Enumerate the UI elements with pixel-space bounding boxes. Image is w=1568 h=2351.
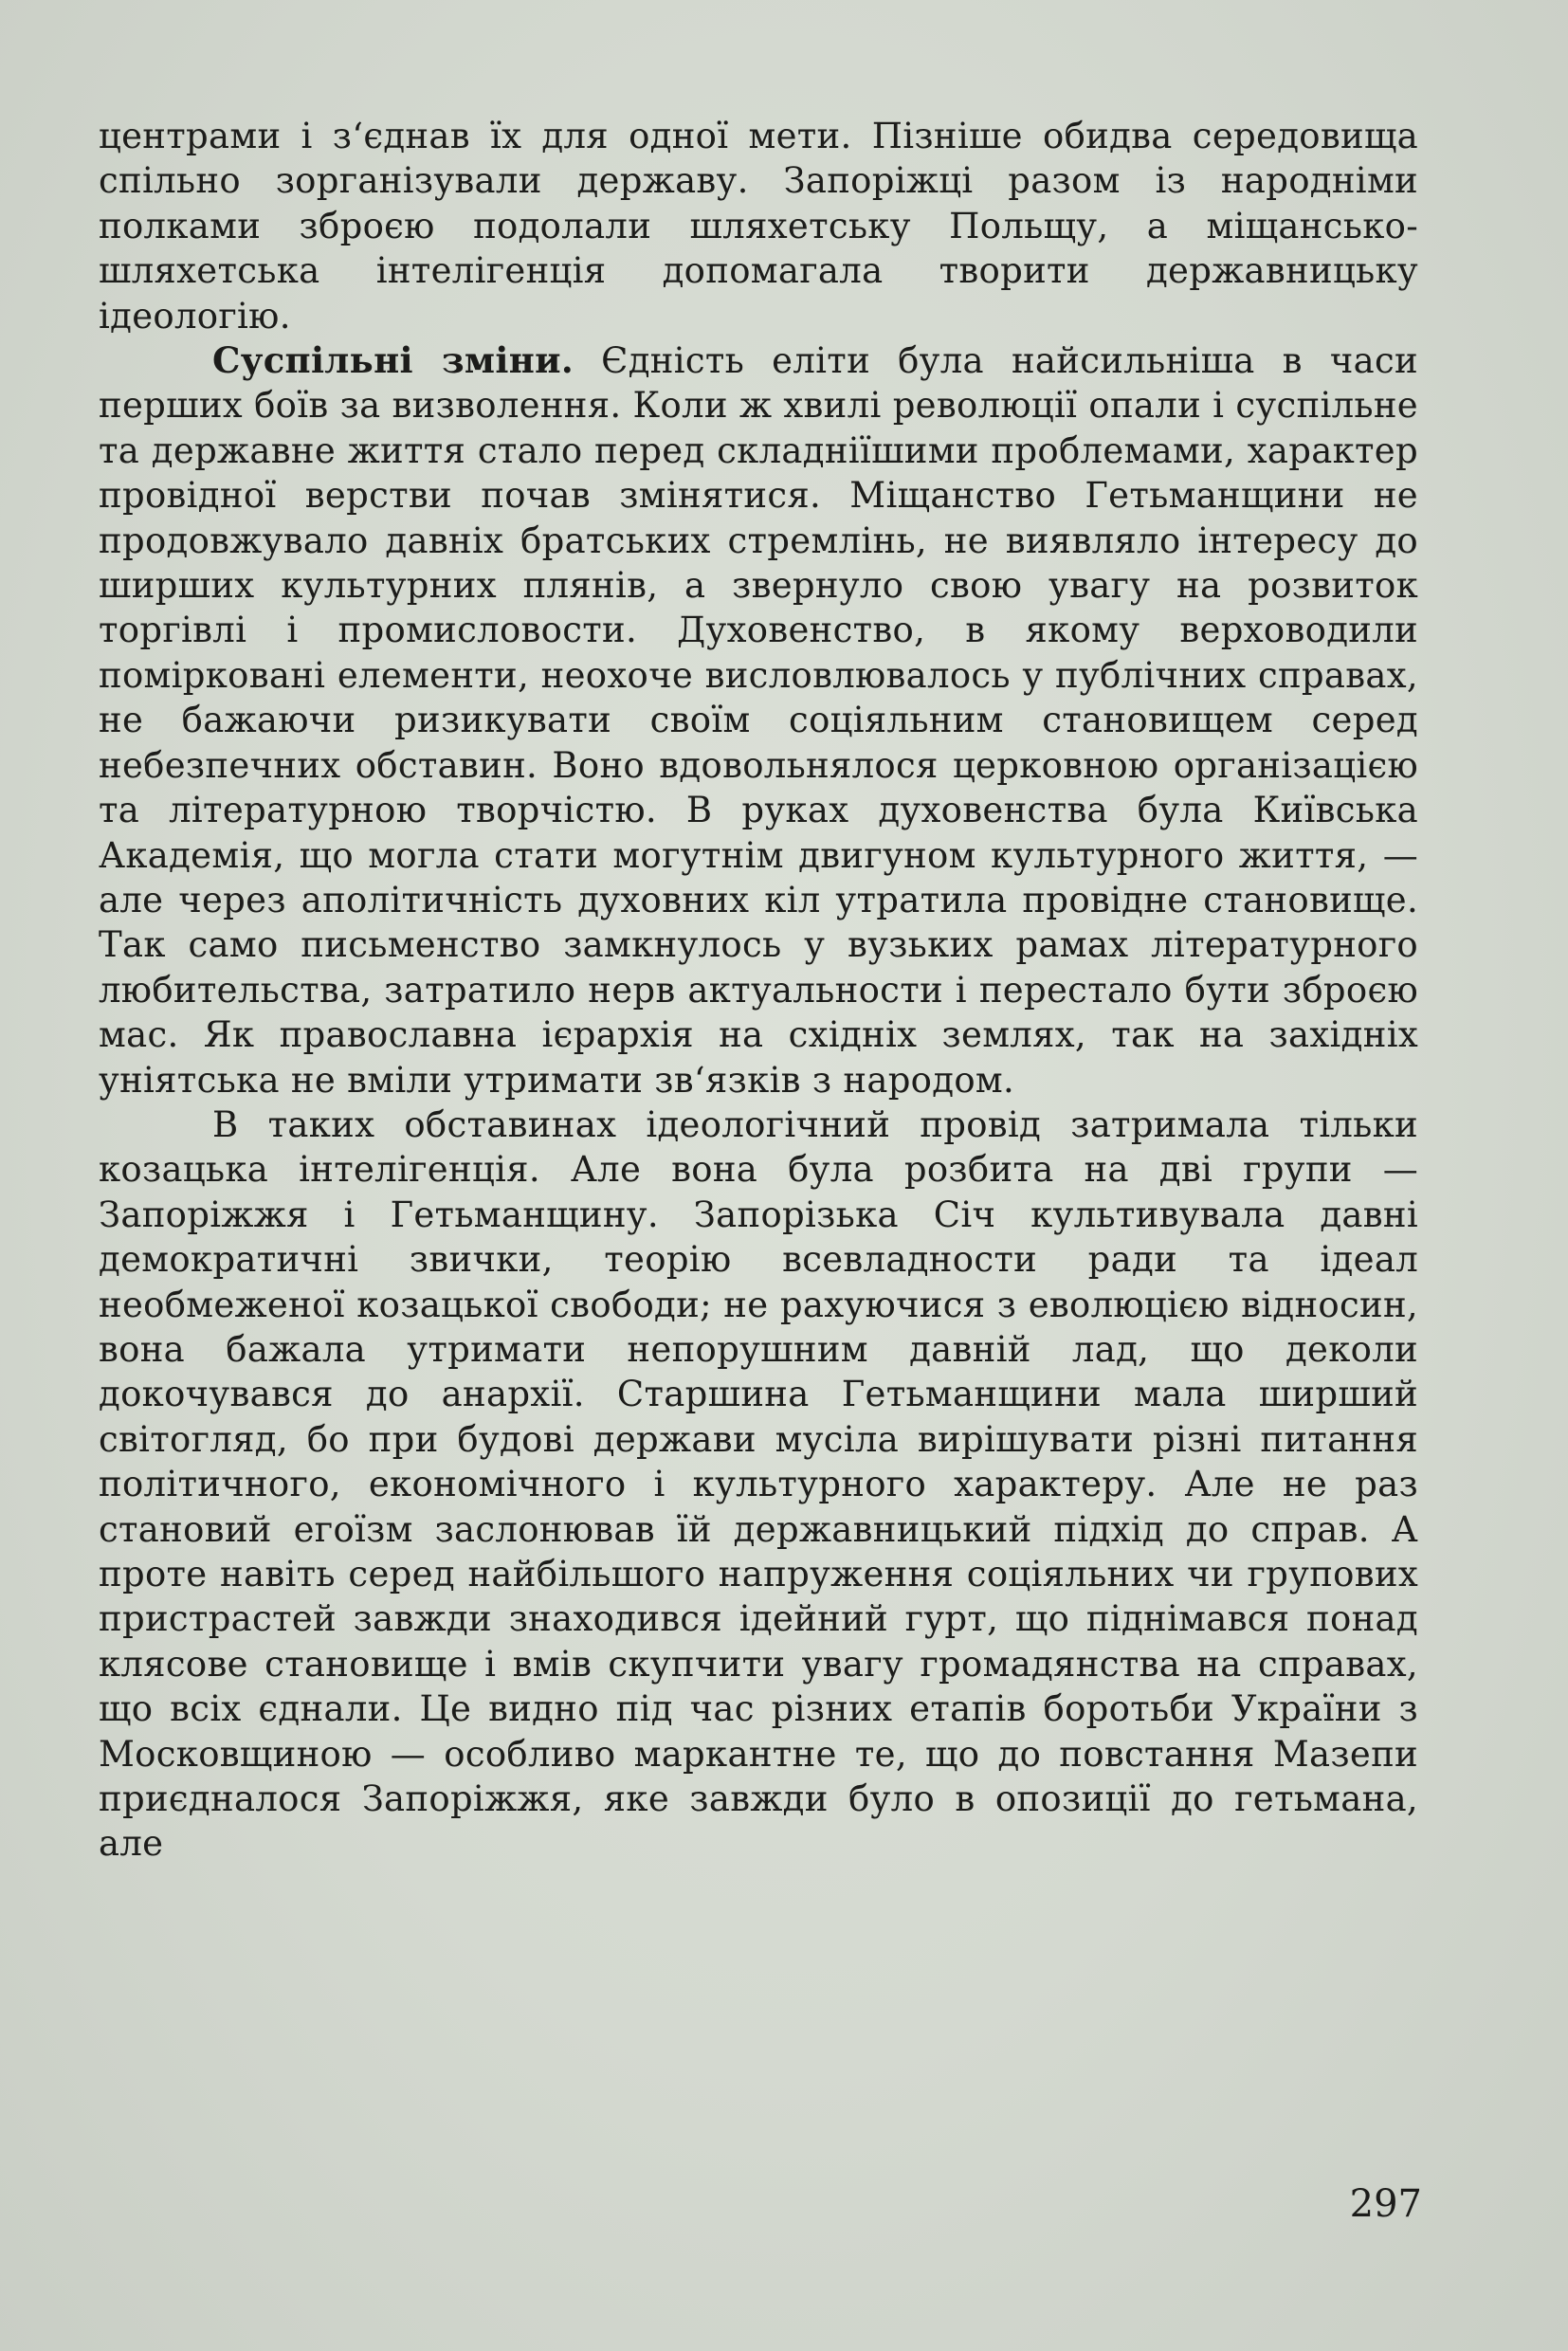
section-heading: Суспільні зміни. bbox=[212, 339, 574, 382]
paragraph-2 bbox=[99, 338, 1418, 1103]
paragraph-3 bbox=[99, 1103, 1418, 1867]
paragraph-1-text: центрами і з‘єднав їх для одної мети. Пізніше обидва середовища спільно зорганізували державу. Запоріжці разом із народніми полками зброєю подолали шляхетську Польщу, а міщансько-шляхетська інтелігенція допомагала творити державницьку ідеологію. bbox=[99, 116, 1418, 337]
page-number: 297 bbox=[1349, 2182, 1422, 2226]
body-text bbox=[99, 114, 1418, 1867]
paragraph-1 bbox=[99, 114, 1418, 338]
paragraph-3-text: В таких обставинах ідеологічний провід затримала тільки козацька інтелігенція. Але вона була розбита на дві групи — Запоріжжя і Гетьманщину. Запорізька Січ культивувала давні демократичні звички, теорію всевладности ради та ідеал необмеженої козацької свободи; не рахуючися з еволюцією відносин, вона бажала утримати непорушним давній лад, що деколи докочувався до анархії. Старшина Гетьманщини мала ширший світогляд, бо при будові держави мусіла вирішувати різні питання політичного, економічного і культурного характеру. Але не раз становий егоїзм заслонював їй державницький підхід до справ. А проте навіть серед найбільшого напруження соціяльних чи групових пристрастей завжди знаходився ідейний гурт, що піднімався понад клясове становище і вмів скупчити увагу громадянства на справах, що всіх єднали. Це видно під час різних етапів боротьби України з Московщиною — особливо маркантне те, що до повстання Мазепи приєдналося Запоріжжя, яке завжди було в опозиції до гетьмана, але bbox=[99, 1103, 1418, 1865]
paragraph-2-text: Єдність еліти була найсильніша в часи перших боїв за визволення. Коли ж хвилі революції опали і суспільне та державне життя стало перед складніїшими проблемами, характер провідної верстви почав змінятися. Міщанство Гетьманщини не продовжувало давніх братських стремлінь, не виявляло інтересу до ширших культурних плянів, а звернуло свою увагу на розвиток торгівлі і промисловости. Духовенство, в якому верховодили поміркованi елементи, неохоче висловлювалось у публічних справах, не бажаючи ризикувати своїм соціяльним становищем серед небезпечних обставин. Воно вдовольнялося церковною організацією та літературною творчістю. В руках духовенства була Київська Академія, що могла стати могутнім двигуном культурного життя, — але через аполітичність духовних кіл утратила провідне становище. Так само письменство замкнулось у вузьких рамах літературного любительства, затратило нерв актуальности і перестало бути зброєю мас. Як православна ієрархія на східніх землях, так на західніх уніятська не вміли утримати зв‘язків з народом. bbox=[99, 340, 1418, 1101]
